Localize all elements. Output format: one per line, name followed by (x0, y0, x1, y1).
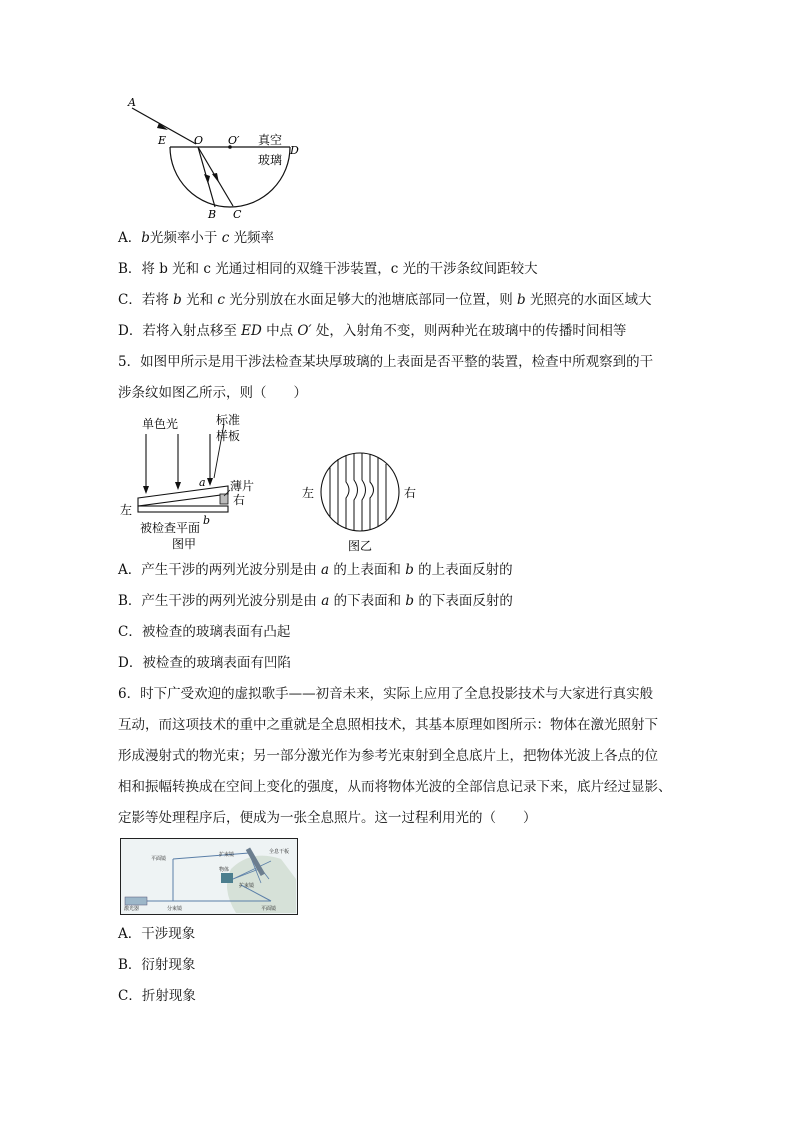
label-left: 左 (120, 503, 133, 517)
label-O: O (194, 134, 204, 147)
label-thin-sheet: 薄片 (230, 479, 255, 493)
q6-stem-line5: 定影等处理程序后，便成为一张全息照片。这一过程利用光的（ ） (118, 810, 537, 826)
incident-arrow (157, 123, 168, 130)
label-expander1: 扩束镜 (219, 852, 235, 858)
label-plate: 样板 (216, 429, 241, 443)
q5-option-c[interactable]: C．被检查的玻璃表面有凸起 (118, 624, 291, 640)
label-Oprime: O′ (228, 134, 240, 147)
label-a: a (199, 476, 206, 489)
fringe-pattern (321, 453, 399, 531)
q4-option-c[interactable]: C．若将 b 光和 c 光分别放在水面足够大的池塘底部同一位置，则 b 光照亮的水面区域大 (118, 292, 652, 308)
q5-option-d[interactable]: D．被检查的玻璃表面有凹陷 (118, 655, 291, 671)
ray-c-arrow (212, 173, 219, 183)
q6-option-c[interactable]: C．折射现象 (118, 988, 196, 1004)
label-left-yi: 左 (302, 486, 315, 500)
label-mirror2: 平面镜 (261, 906, 277, 912)
q4-option-a[interactable]: A．b光频率小于 c 光频率 (118, 230, 275, 246)
label-standard: 标准 (216, 413, 241, 427)
holography-figure (120, 838, 298, 915)
q6-option-b[interactable]: B．衍射现象 (118, 957, 196, 973)
q5-stem-line1: 5．如图甲所示是用干涉法检查某块厚玻璃的上表面是否平整的装置，检查中所观察到的干 (118, 354, 654, 370)
q6-stem-line3: 形成漫射式的物光束；另一部分激光作为参考光束射到全息底片上，把物体光波上各点的位 (118, 748, 658, 764)
holography-diagram (121, 839, 296, 913)
caption-jia: 图甲 (172, 537, 197, 551)
refraction-figure (118, 92, 318, 224)
label-mono-light: 单色光 (142, 417, 179, 431)
caption-yi: 图乙 (348, 539, 373, 553)
q5-stem-line2: 涉条纹如图乙所示，则（ ） (118, 385, 307, 401)
label-vacuum: 真空 (258, 133, 283, 147)
label-object: 物体 (219, 867, 230, 873)
label-glass: 玻璃 (258, 153, 283, 167)
label-splitter: 分束镜 (167, 906, 183, 912)
label-right: 右 (233, 493, 246, 507)
q6-stem-line4: 相和振幅转换成在空间上变化的强度，从而将物体光波的全部信息记录下来，底片经过显影、 (118, 779, 672, 795)
interference-figure-jia (116, 410, 416, 556)
label-expander2: 扩束镜 (239, 883, 255, 889)
label-mirror1: 平面镜 (151, 856, 167, 862)
label-inspected: 被检查平面 (140, 521, 201, 535)
label-C: C (233, 208, 242, 221)
label-B: B (208, 208, 217, 221)
label-A: A (128, 96, 136, 109)
q6-option-a[interactable]: A．干涉现象 (118, 926, 196, 942)
label-E: E (158, 134, 167, 147)
q6-stem-line2: 互动，而这项技术的重中之重就是全息照相技术，其基本原理如图所示：物体在激光照射下 (118, 717, 658, 733)
q4-option-b[interactable]: B．将 b 光和 c 光通过相同的双缝干涉装置，c 光的干涉条纹间距较大 (118, 261, 538, 277)
label-holo-plate: 全息干板 (269, 849, 290, 855)
ray-b-arrow (204, 174, 210, 184)
label-laser: 激光器 (124, 906, 140, 912)
label-D: D (290, 144, 299, 157)
q4-option-d[interactable]: D．若将入射点移至 ED 中点 O′ 处，入射角不变，则两种光在玻璃中的传播时间相等 (118, 323, 627, 339)
label-b: b (203, 514, 211, 527)
q6-stem-line1: 6．时下广受欢迎的虚拟歌手——初音未来，实际上应用了全息投影技术与大家进行真实般 (118, 686, 654, 702)
label-right-yi: 右 (404, 486, 416, 500)
q5-option-b[interactable]: B．产生干涉的两列光波分别是由 a 的下表面和 b 的下表面反射的 (118, 593, 513, 609)
q5-option-a[interactable]: A．产生干涉的两列光波分别是由 a 的上表面和 b 的上表面反射的 (118, 562, 513, 578)
